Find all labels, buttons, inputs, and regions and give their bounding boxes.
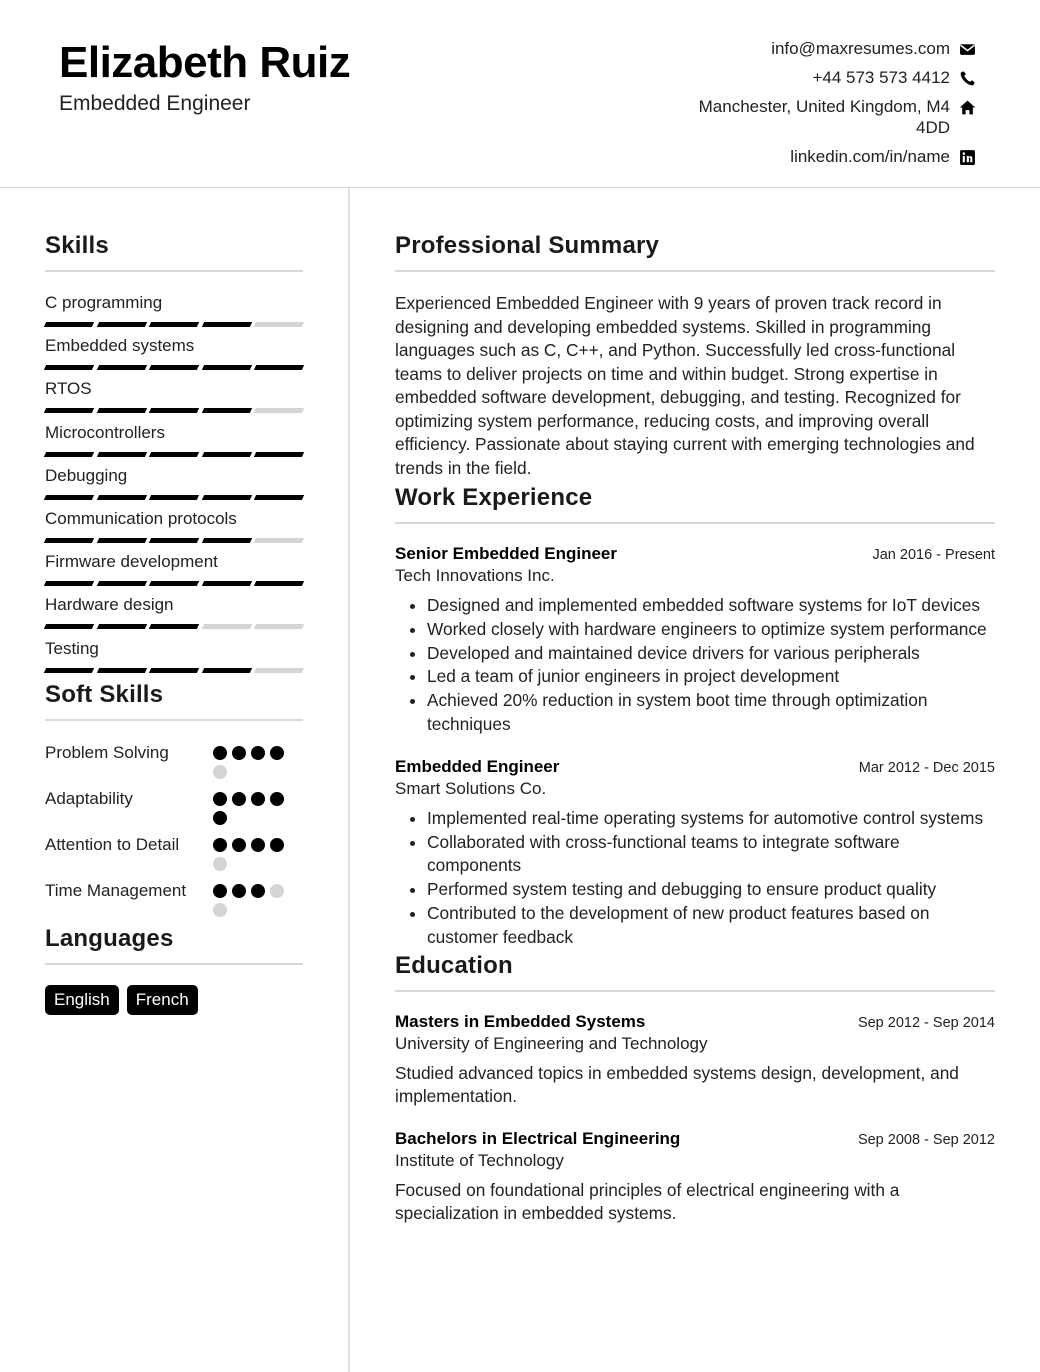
job-bullet: • Designed and implemented embedded software systems for IoT devices <box>427 594 995 618</box>
skills-heading: Skills <box>45 232 303 272</box>
skill-level-bar <box>45 452 303 457</box>
skill-level-segment <box>149 581 199 586</box>
education-dates: Sep 2012 - Sep 2014 <box>857 1014 995 1031</box>
skill-item <box>45 594 303 637</box>
rating-dot <box>232 838 246 852</box>
rating-dot <box>213 903 227 917</box>
rating-dot <box>251 746 265 760</box>
skill-level-bar <box>45 495 303 500</box>
skill-level-segment <box>96 624 146 629</box>
soft-skills-list <box>45 741 303 917</box>
skill-item <box>45 422 303 465</box>
rating-dot <box>213 765 227 779</box>
skill-level-segment <box>96 322 146 327</box>
skill-level-segment <box>44 365 94 370</box>
skill-level-segment <box>149 495 199 500</box>
education-description: Studied advanced topics in embedded systems design, development, and implementation. <box>395 1062 959 1107</box>
skill-level-segment <box>254 668 304 673</box>
job-bullet: • Developed and maintained device drivers for various peripherals <box>427 642 995 666</box>
skill-name: Firmware development <box>45 552 218 572</box>
skill-level-segment <box>44 668 94 673</box>
job-dates: Jan 2016 - Present <box>872 547 995 563</box>
rating-dot <box>213 838 227 852</box>
skill-level-segment <box>149 322 199 327</box>
skill-level-segment <box>44 538 94 543</box>
candidate-name: Elizabeth Ruiz <box>59 38 351 87</box>
skill-level-segment <box>96 581 146 586</box>
skill-level-segment <box>254 624 304 629</box>
soft-skill-name: Problem Solving <box>45 742 169 762</box>
skill-level-segment <box>254 365 304 370</box>
skill-item <box>45 638 303 681</box>
skill-level-segment <box>96 452 146 457</box>
contact-email[interactable] <box>656 38 976 59</box>
job-bullet: • Achieved 20% reduction in system boot time through optimization techniques <box>427 689 995 737</box>
soft-skills-heading: Soft Skills <box>45 681 303 721</box>
skill-level-segment <box>96 668 146 673</box>
skill-level-segment <box>254 452 304 457</box>
experience-entry <box>395 757 995 950</box>
skill-name: C programming <box>45 293 163 312</box>
job-bullets <box>395 807 995 950</box>
skill-item <box>45 508 303 551</box>
skill-level-segment <box>149 538 199 543</box>
skill-level-segment <box>44 495 94 500</box>
left-column <box>45 232 303 1015</box>
skill-item <box>45 335 303 378</box>
education-entry <box>395 1129 995 1226</box>
skill-level-segment <box>44 581 94 586</box>
summary-text: Experienced Embedded Engineer with 9 years of proven track record in designing and developing embedded systems. Skilled in programming languages such as C, C++, and Python. Successfully led cross-functional teams to deliver projects on time and within budget. Strong expertise in embedded software development, debugging, and testing. Recognized for optimizing system performance, reducing costs, and improving overall efficiency. Passionate about staying current with emerging technologies and trends in the field. <box>395 293 975 478</box>
skills-list <box>45 292 303 681</box>
skill-name: Communication protocols <box>45 508 237 528</box>
skill-level-segment <box>44 624 94 629</box>
skill-level-segment <box>149 668 199 673</box>
rating-dot <box>232 746 246 760</box>
skill-level-segment <box>44 452 94 457</box>
skill-level-segment <box>44 408 94 413</box>
school-name: Institute of Technology <box>395 1150 564 1170</box>
skill-level-segment <box>96 408 146 413</box>
soft-skill-rating <box>213 792 287 825</box>
languages-heading: Languages <box>45 925 303 965</box>
skill-level-segment <box>254 495 304 500</box>
skill-level-segment <box>202 322 252 327</box>
skill-level-segment <box>202 408 252 413</box>
languages-list <box>45 985 303 1015</box>
job-dates: Mar 2012 - Dec 2015 <box>858 759 995 776</box>
skill-level-segment <box>96 365 146 370</box>
soft-skill-item <box>45 879 303 917</box>
rating-dot <box>213 857 227 871</box>
right-column <box>395 232 995 1226</box>
job-bullet: • Collaborated with cross-functional teams to integrate software components <box>427 831 995 879</box>
soft-skill-rating <box>213 746 287 779</box>
contact-linkedin-text: linkedin.com/in/name <box>790 147 950 166</box>
experience-heading: Work Experience <box>395 484 995 524</box>
skill-level-segment <box>202 624 252 629</box>
skill-name: Hardware design <box>45 595 174 615</box>
soft-skill-item <box>45 787 303 825</box>
soft-skill-name: Time Management <box>45 880 187 900</box>
envelope-icon <box>958 40 976 58</box>
skill-level-segment <box>202 668 252 673</box>
job-title: Embedded Engineer <box>395 756 560 776</box>
skill-level-segment <box>202 452 252 457</box>
skill-item <box>45 292 303 335</box>
skill-level-segment <box>254 322 304 327</box>
skill-level-segment <box>149 452 199 457</box>
skill-name: Embedded systems <box>45 336 195 356</box>
contact-phone-text: +44 573 573 4412 <box>812 68 950 87</box>
job-bullet: • Performed system testing and debugging to ensure product quality <box>427 878 995 902</box>
job-bullet: • Contributed to the development of new product features based on customer feedback <box>427 902 995 950</box>
job-bullet: • Worked closely with hardware engineers to optimize system performance <box>427 618 995 642</box>
language-chip: English <box>45 985 119 1015</box>
contact-info <box>656 38 976 175</box>
home-icon <box>958 98 976 116</box>
skill-level-segment <box>202 538 252 543</box>
skill-level-segment <box>202 365 252 370</box>
rating-dot <box>213 811 227 825</box>
education-description: Focused on foundational principles of electrical engineering with a specialization in embedded systems. <box>395 1179 900 1224</box>
skill-name: Debugging <box>45 465 128 485</box>
skill-level-segment <box>254 538 304 543</box>
soft-skill-item <box>45 741 303 779</box>
soft-skill-name: Attention to Detail <box>45 834 180 854</box>
skill-level-segment <box>96 495 146 500</box>
skill-level-segment <box>202 495 252 500</box>
skill-level-segment <box>254 581 304 586</box>
column-divider <box>348 188 350 1372</box>
job-bullets <box>395 594 995 737</box>
contact-phone[interactable] <box>656 67 976 88</box>
education-heading: Education <box>395 952 995 992</box>
skill-name: Testing <box>45 638 99 658</box>
degree-title: Masters in Embedded Systems <box>395 1011 646 1031</box>
skill-name: Microcontrollers <box>45 422 165 442</box>
rating-dot <box>270 746 284 760</box>
rating-dot <box>251 884 265 898</box>
skill-level-segment <box>202 581 252 586</box>
skill-item <box>45 378 303 421</box>
resume-header <box>0 0 1040 188</box>
contact-address <box>656 96 976 138</box>
skill-level-bar <box>45 538 303 543</box>
job-bullet: • Implemented real-time operating systems for automotive control systems <box>427 807 995 831</box>
experience-entry <box>395 544 995 737</box>
skill-level-segment <box>149 365 199 370</box>
rating-dot <box>232 792 246 806</box>
skill-level-bar <box>45 408 303 413</box>
job-title: Senior Embedded Engineer <box>395 544 617 563</box>
rating-dot <box>270 838 284 852</box>
degree-title: Bachelors in Electrical Engineering <box>395 1128 681 1148</box>
skill-level-segment <box>149 624 199 629</box>
skill-level-bar <box>45 624 303 629</box>
soft-skill-name: Adaptability <box>45 788 133 808</box>
language-chip: French <box>127 985 198 1015</box>
contact-linkedin[interactable] <box>656 146 976 167</box>
rating-dot <box>232 884 246 898</box>
skill-level-bar <box>45 322 303 327</box>
skill-level-segment <box>96 538 146 543</box>
rating-dot <box>270 884 284 898</box>
contact-email-text: info@maxresumes.com <box>771 39 950 58</box>
school-name: University of Engineering and Technology <box>395 1033 708 1053</box>
rating-dot <box>251 792 265 806</box>
soft-skill-rating <box>213 884 287 917</box>
skill-item <box>45 465 303 508</box>
rating-dot <box>213 884 227 898</box>
skill-level-segment <box>149 408 199 413</box>
rating-dot <box>251 838 265 852</box>
job-bullet: • Led a team of junior engineers in project development <box>427 665 995 689</box>
skill-level-segment <box>254 408 304 413</box>
skill-item <box>45 551 303 594</box>
summary-heading: Professional Summary <box>395 232 995 272</box>
skill-level-bar <box>45 365 303 370</box>
rating-dot <box>213 746 227 760</box>
skill-name: RTOS <box>45 379 92 399</box>
soft-skill-rating <box>213 838 287 871</box>
rating-dot <box>213 792 227 806</box>
skill-level-bar <box>45 581 303 586</box>
rating-dot <box>270 792 284 806</box>
skill-level-bar <box>45 668 303 673</box>
contact-address-text: Manchester, United Kingdom, M4 4DD <box>698 97 950 137</box>
skill-level-segment <box>44 322 94 327</box>
education-dates: Sep 2008 - Sep 2012 <box>857 1131 995 1148</box>
candidate-role: Embedded Engineer <box>59 92 251 115</box>
company-name: Smart Solutions Co. <box>395 778 547 798</box>
linkedin-icon <box>958 148 976 166</box>
company-name: Tech Innovations Inc. <box>395 566 555 585</box>
education-entry <box>395 1012 995 1109</box>
soft-skill-item <box>45 833 303 871</box>
phone-icon <box>958 69 976 87</box>
